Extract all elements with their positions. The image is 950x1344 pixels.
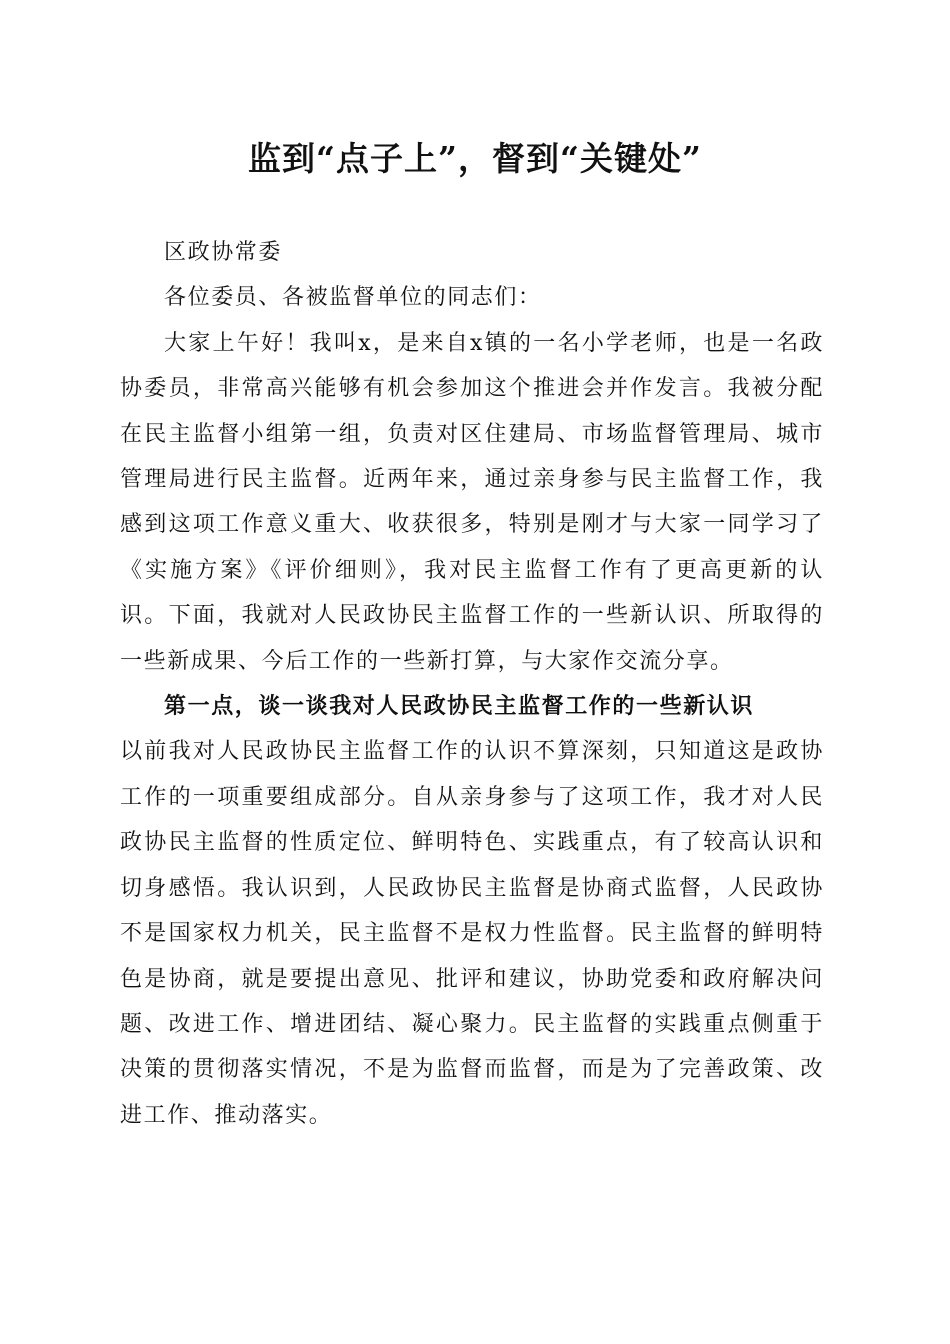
section-1-heading: 第一点，谈一谈我对人民政协民主监督工作的一些新认识 [164,693,755,720]
section-1-paragraph: 以前我对人民政协民主监督工作的认识不算深刻，只知道这是政协工作的一项重要组成部分。自从亲身参与了这项工作，我才对人民政协民主监督的性质定位、鲜明特色、实践重点，有了较高认识和切身感悟。我认识到，人民政协民主监督是协商式监督，人民政协不是国家权力机关，民主监督不是权力性监督。民主监督的鲜明特色是协商，就是要提出意见、批评和建议，协助党委和政府解决问题、改进工作、增进团结、凝心聚力。民主监督的实践重点侧重于决策的贯彻落实情况，不是为监督而监督，而是为了完善政策、改进工作、推动落实。 [120,739,824,1128]
salutation: 各位委员、各被监督单位的同志们： [164,285,542,311]
intro-paragraph: 大家上午好！我叫x，是来自x镇的一名小学老师，也是一名政协委员，非常高兴能够有机会参加这个推进会并作发言。我被分配在民主监督小组第一组，负责对区住建局、市场监督管理局、城市管理局进行民主监督。近两年来，通过亲身参与民主监督工作，我感到这项工作意义重大、收获很多，特别是刚才与大家一同学习了《实施方案》《评价细则》，我对民主监督工作有了更高更新的认识。下面，我就对人民政协民主监督工作的一些新认识、所取得的一些新成果、今后工作的一些新打算，与大家作交流分享。 [120,330,824,674]
author-line: 区政协常委 [164,240,283,265]
document-body [120,230,824,1138]
document-title: 监到“点子上”，督到“关键处” [248,139,702,178]
